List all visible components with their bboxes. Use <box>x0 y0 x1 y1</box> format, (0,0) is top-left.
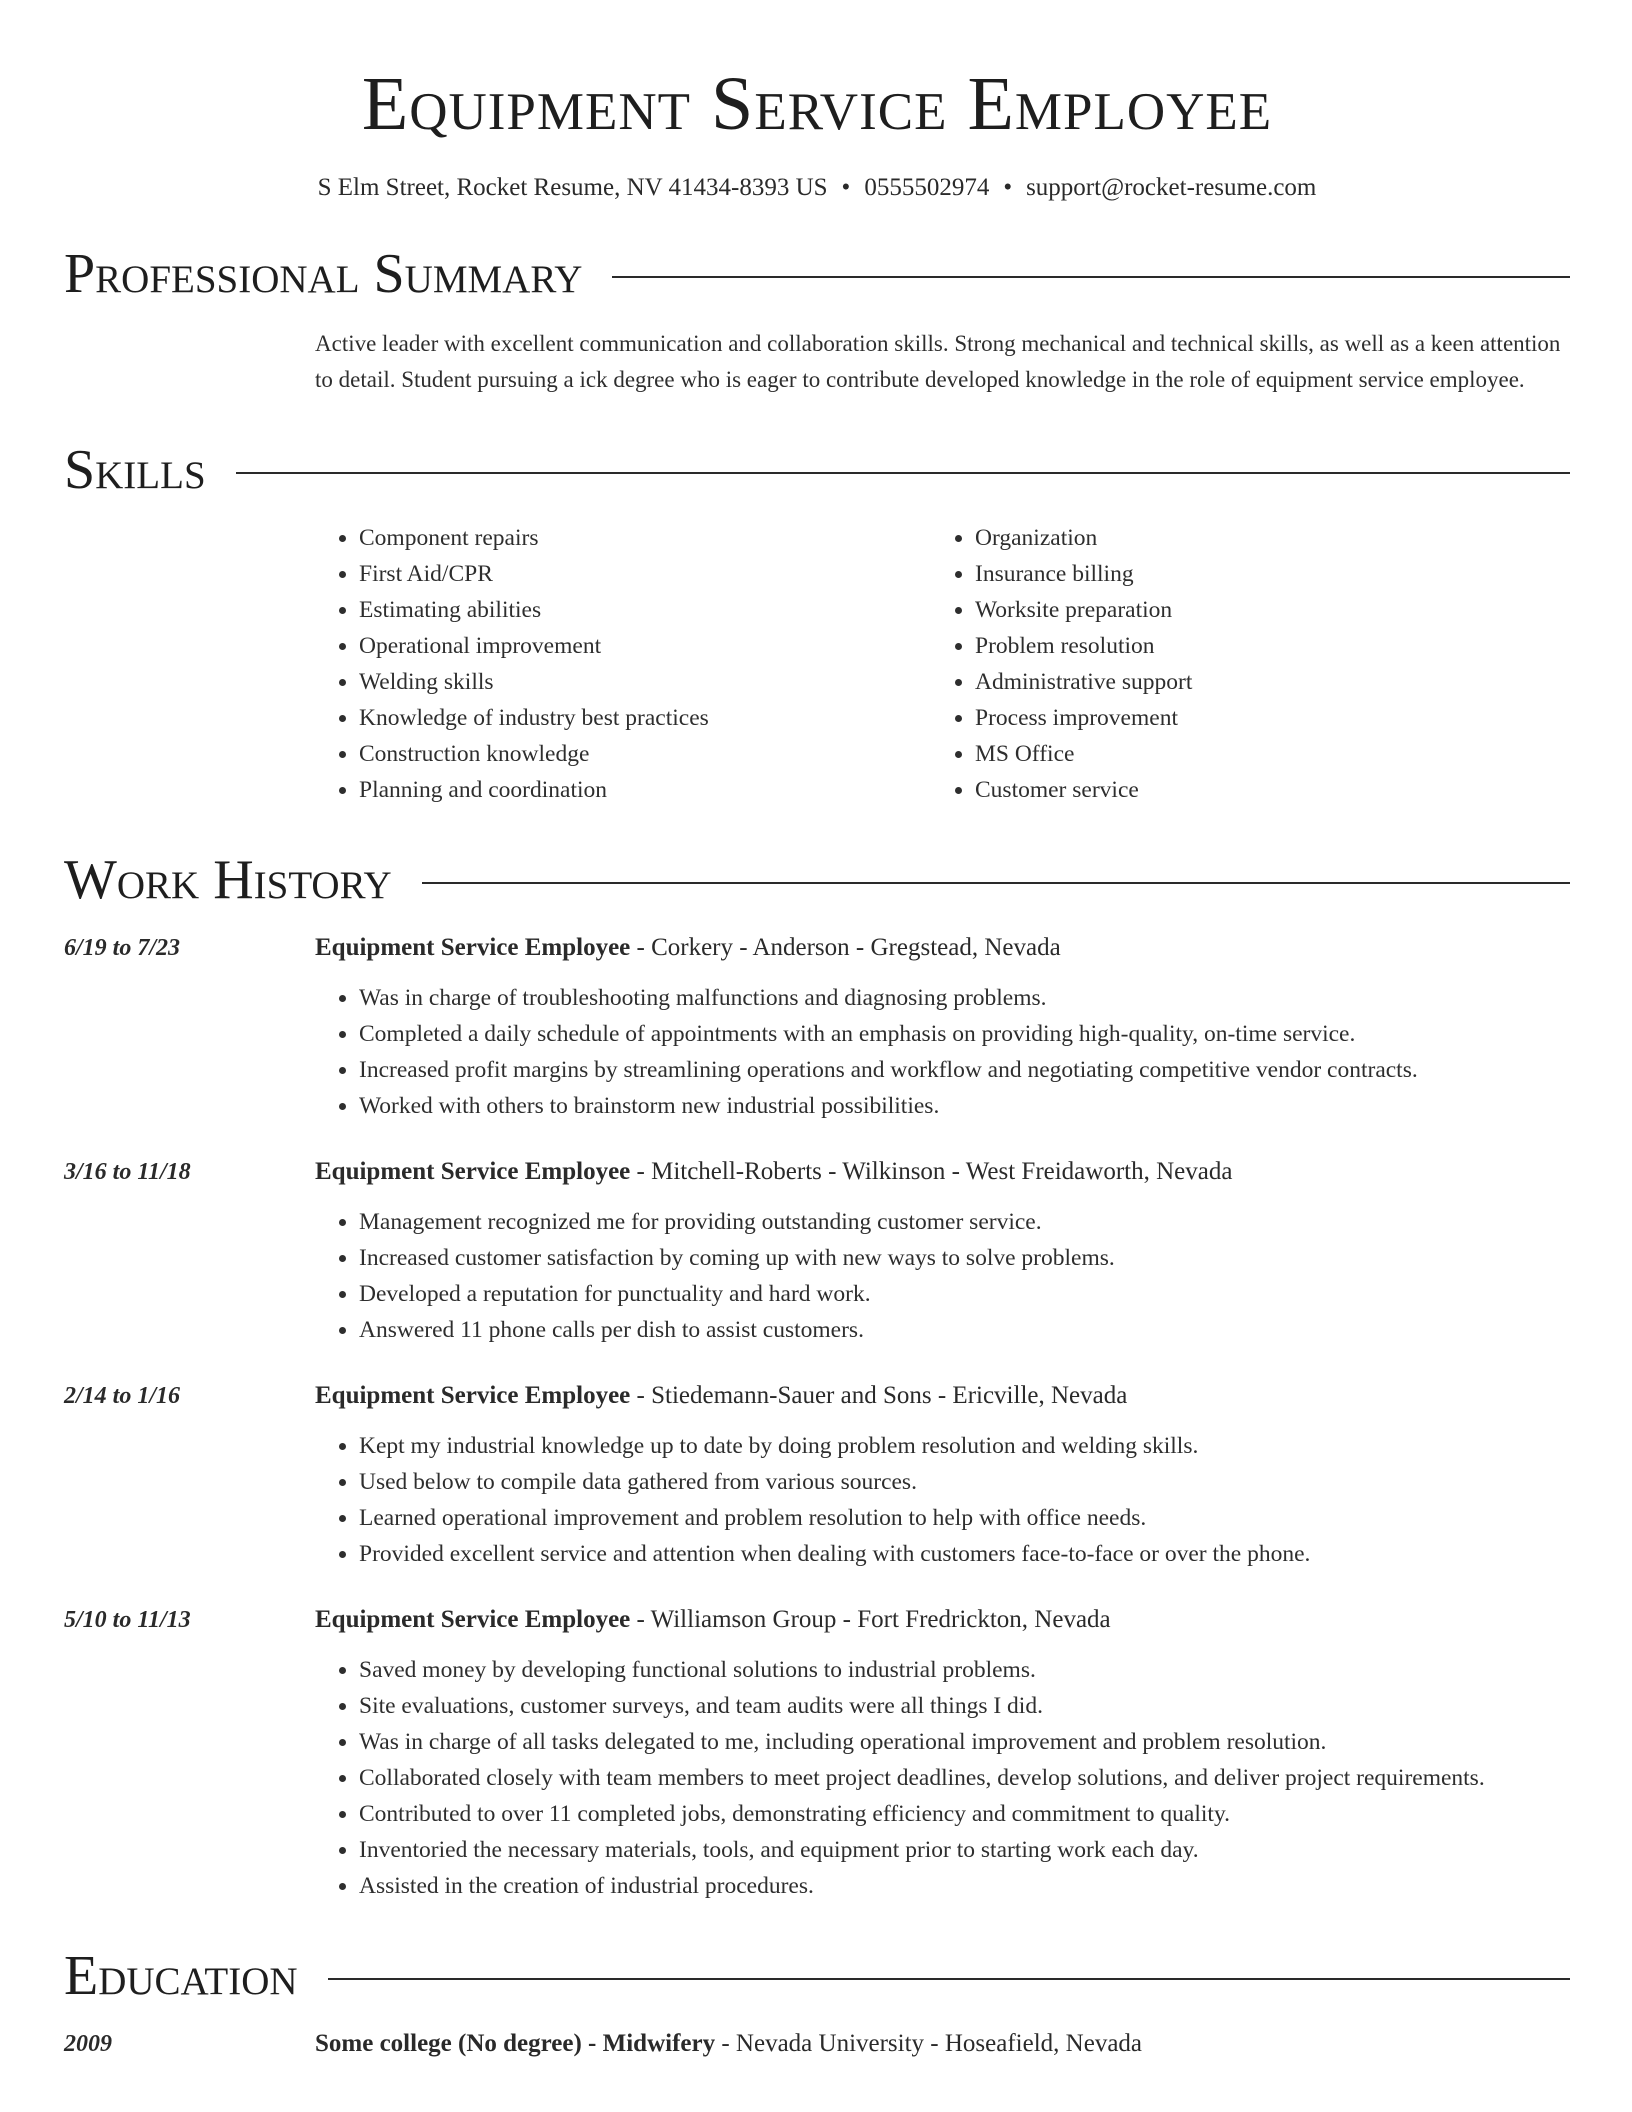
job-entry <box>64 1154 1570 1348</box>
contact-email: support@rocket-resume.com <box>1026 174 1317 201</box>
skills-list <box>315 520 1570 808</box>
skill-item: • Component repairs <box>359 520 931 556</box>
contact-separator: • <box>1003 174 1013 201</box>
job-employer: - Williamson Group - Fort Fredrickton, Nevada <box>630 1606 1111 1633</box>
section-title-summary: Professional Summary <box>64 243 583 305</box>
job-title-line <box>315 930 1570 966</box>
job-entry <box>64 1602 1570 1904</box>
skill-item: • Problem resolution <box>975 628 1547 664</box>
job-bullet: • Worked with others to brainstorm new industrial possibilities. <box>359 1088 1570 1124</box>
job-bullet: • Completed a daily schedule of appointments with an emphasis on providing high-quality, on-time service. <box>359 1016 1570 1052</box>
job-title: Equipment Service Employee <box>315 1382 631 1409</box>
job-employer: - Mitchell-Roberts - Wilkinson - West Freidaworth, Nevada <box>630 1158 1233 1185</box>
skill-item: • Estimating abilities <box>359 592 931 628</box>
job-bullets <box>315 1652 1570 1904</box>
skill-item: • Planning and coordination <box>359 772 931 808</box>
education-title-line <box>315 2026 1570 2062</box>
job-bullet: • Management recognized me for providing outstanding customer service. <box>359 1204 1570 1240</box>
contact-line <box>64 174 1570 202</box>
summary-section-header <box>64 243 1570 305</box>
section-divider <box>612 276 1570 278</box>
job-title-line <box>315 1602 1570 1638</box>
job-bullet: • Answered 11 phone calls per dish to assist customers. <box>359 1312 1570 1348</box>
contact-separator: • <box>841 174 851 201</box>
job-bullet: • Contributed to over 11 completed jobs, demonstrating efficiency and commitment to quality. <box>359 1796 1570 1832</box>
section-title-work-history: Work History <box>64 849 392 911</box>
education-entry <box>64 2026 1570 2062</box>
job-title: Equipment Service Employee <box>315 1606 631 1633</box>
section-title-education: Education <box>64 1945 298 2007</box>
job-employer: - Corkery - Anderson - Gregstead, Nevada <box>630 934 1061 961</box>
skill-item: • Operational improvement <box>359 628 931 664</box>
section-divider <box>236 472 1570 474</box>
job-bullets <box>315 1428 1570 1572</box>
education-section-header <box>64 1945 1570 2007</box>
skill-item: • Knowledge of industry best practices <box>359 700 931 736</box>
job-bullet: • Assisted in the creation of industrial procedures. <box>359 1868 1570 1904</box>
skill-item: • Construction knowledge <box>359 736 931 772</box>
skill-item: • Insurance billing <box>975 556 1547 592</box>
skill-item: • Process improvement <box>975 700 1547 736</box>
skill-item: • First Aid/CPR <box>359 556 931 592</box>
job-bullet: • Inventoried the necessary materials, tools, and equipment prior to starting work each day. <box>359 1832 1570 1868</box>
skill-item: • Organization <box>975 520 1547 556</box>
job-title-line <box>315 1154 1570 1190</box>
job-title-line <box>315 1378 1570 1414</box>
skills-column-right <box>931 520 1547 808</box>
job-bullet: • Site evaluations, customer surveys, and team audits were all things I did. <box>359 1688 1570 1724</box>
skill-item: • Administrative support <box>975 664 1547 700</box>
job-bullets <box>315 1204 1570 1348</box>
job-bullet: • Increased customer satisfaction by coming up with new ways to solve problems. <box>359 1240 1570 1276</box>
job-bullet: • Increased profit margins by streamlining operations and workflow and negotiating competitive vendor contracts. <box>359 1052 1570 1088</box>
job-bullet: • Was in charge of troubleshooting malfunctions and diagnosing problems. <box>359 980 1570 1016</box>
job-bullet: • Learned operational improvement and problem resolution to help with office needs. <box>359 1500 1570 1536</box>
education-degree: Some college (No degree) - Midwifery <box>315 2030 716 2057</box>
job-bullet: • Used below to compile data gathered from various sources. <box>359 1464 1570 1500</box>
job-title: Equipment Service Employee <box>315 934 631 961</box>
job-dates: 5/10 to 11/13 <box>64 1607 191 1633</box>
job-bullet: • Was in charge of all tasks delegated to me, including operational improvement and problem resolution. <box>359 1724 1570 1760</box>
job-bullet: • Kept my industrial knowledge up to date by doing problem resolution and welding skills. <box>359 1428 1570 1464</box>
job-entry <box>64 930 1570 1124</box>
skill-item: • Welding skills <box>359 664 931 700</box>
contact-phone: 0555502974 <box>864 174 990 201</box>
section-title-skills: Skills <box>64 439 206 501</box>
skill-item: • MS Office <box>975 736 1547 772</box>
skill-item: • Customer service <box>975 772 1547 808</box>
candidate-name: Equipment Service Employee <box>361 62 1273 146</box>
skill-item: • Worksite preparation <box>975 592 1547 628</box>
job-entry <box>64 1378 1570 1572</box>
job-bullet: • Developed a reputation for punctuality and hard work. <box>359 1276 1570 1312</box>
skills-section-header <box>64 439 1570 501</box>
job-dates: 6/19 to 7/23 <box>64 935 181 961</box>
section-divider <box>422 882 1570 884</box>
education-year: 2009 <box>64 2031 112 2057</box>
job-bullet: • Collaborated closely with team members to meet project deadlines, develop solutions, and deliver project requirements. <box>359 1760 1570 1796</box>
job-bullet: • Provided excellent service and attention when dealing with customers face-to-face or over the phone. <box>359 1536 1570 1572</box>
job-dates: 2/14 to 1/16 <box>64 1383 181 1409</box>
job-bullet: • Saved money by developing functional solutions to industrial problems. <box>359 1652 1570 1688</box>
section-divider <box>328 1978 1570 1980</box>
work-history-section-header <box>64 849 1570 911</box>
job-employer: - Stiedemann-Sauer and Sons - Ericville, Nevada <box>630 1382 1128 1409</box>
job-title: Equipment Service Employee <box>315 1158 631 1185</box>
summary-text: Active leader with excellent communication and collaboration skills. Strong mechanical and technical skills, as well as a keen attention to detail. Student pursuing a ick degree who is eager to contribute developed knowledge in the role of equipment service employee. <box>315 331 1561 392</box>
education-school: - Nevada University - Hoseafield, Nevada <box>715 2030 1143 2057</box>
job-dates: 3/16 to 11/18 <box>64 1159 191 1185</box>
contact-address: S Elm Street, Rocket Resume, NV 41434-8393 US <box>317 174 828 201</box>
job-bullets <box>315 980 1570 1124</box>
skills-column-left <box>315 520 931 808</box>
